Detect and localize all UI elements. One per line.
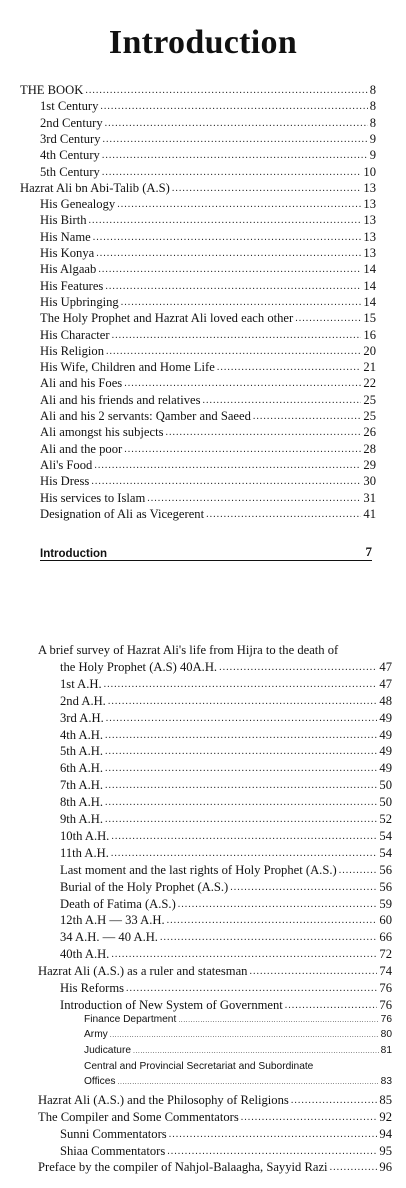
toc-entry-page-number: 9	[369, 131, 376, 146]
toc-entry[interactable]	[60, 777, 392, 793]
toc-entry-label: Finance Department	[84, 1013, 177, 1025]
toc-entry-page-number: 14	[363, 294, 376, 309]
toc-entry[interactable]	[38, 1109, 392, 1125]
dot-leader	[160, 931, 377, 945]
dot-leader	[104, 678, 378, 692]
dot-leader	[178, 1014, 378, 1028]
toc-entry-label: 34 A.H. — 40 A.H.	[60, 930, 158, 945]
toc-entry-label: Preface by the compiler of Nahjol-Balaagha, Sayyid Razi	[38, 1160, 328, 1175]
dot-leader	[106, 712, 378, 726]
dot-leader	[167, 914, 378, 928]
toc-entry-label: Hazrat Ali (A.S.) and the Philosophy of Religions	[38, 1092, 289, 1107]
toc-entry-page-number: 83	[380, 1076, 392, 1088]
toc-entry[interactable]	[40, 441, 376, 457]
toc-entry[interactable]	[60, 1143, 392, 1159]
toc-entry-label: His Religion	[40, 343, 105, 358]
toc-entry-label: Hazrat Ali (A.S.) as a ruler and statesman	[38, 964, 248, 979]
toc-entry-label: 4th A.H.	[60, 727, 104, 742]
toc-entry-page-number: 25	[363, 392, 376, 407]
toc-entry-page-number: 80	[380, 1029, 392, 1041]
toc-entry-page-number: 13	[363, 229, 376, 244]
dot-leader	[110, 1029, 379, 1043]
toc-entry-label: His Birth	[40, 213, 87, 228]
toc-entry-label: Army	[84, 1029, 108, 1041]
toc-entry-page-number: 31	[363, 490, 376, 505]
dot-leader	[98, 263, 361, 277]
toc-entry-label: 9th A.H.	[60, 812, 104, 826]
toc-entry[interactable]	[60, 811, 392, 827]
toc-entry[interactable]	[60, 693, 392, 709]
toc-entry[interactable]	[60, 912, 392, 928]
toc-entry[interactable]	[60, 659, 392, 675]
toc-entry-label: His Genealogy	[40, 197, 116, 212]
toc-entry-page-number: 50	[379, 778, 392, 793]
toc-entry-page-number: 13	[363, 180, 376, 195]
toc-entry-label: THE BOOK	[20, 83, 84, 97]
toc-entry-page-number: 76	[379, 997, 392, 1012]
dot-leader	[133, 1045, 379, 1059]
toc-entry[interactable]	[40, 457, 376, 473]
toc-entry-label: 3rd Century	[40, 131, 101, 146]
dot-leader	[105, 762, 377, 776]
toc-entry-label: His Algaab	[40, 262, 97, 277]
dot-leader	[112, 329, 362, 343]
toc-entry-label: 12th A.H — 33 A.H.	[60, 913, 165, 928]
dot-leader	[291, 1094, 378, 1108]
toc-entry[interactable]	[60, 1126, 392, 1142]
toc-entry-label: His services to Islam	[40, 490, 146, 505]
dot-leader	[178, 898, 378, 912]
toc-entry-label: His Features	[40, 278, 104, 293]
toc-entry-label: Burial of the Holy Prophet (A.S.)	[60, 879, 229, 894]
dot-leader	[108, 695, 378, 709]
toc-entry-page-number: 76	[379, 981, 392, 995]
dot-leader	[206, 508, 361, 522]
toc-entry-label: Offices	[84, 1076, 116, 1088]
toc-entry[interactable]	[40, 506, 376, 522]
dot-leader	[105, 117, 368, 131]
toc-entry-page-number: 54	[379, 828, 392, 843]
toc-entry-page-number: 92	[379, 1109, 392, 1124]
toc-entry[interactable]	[40, 490, 376, 506]
toc-entry-label: 1st Century	[40, 99, 99, 114]
dot-leader	[230, 881, 377, 895]
toc-entry[interactable]	[84, 1076, 392, 1090]
toc-entry-page-number: 21	[363, 360, 376, 375]
toc-entry[interactable]	[38, 1159, 392, 1175]
toc-entry-label: the Holy Prophet (A.S) 40A.H.	[60, 659, 218, 674]
toc-entry-page-number: 13	[363, 246, 376, 260]
toc-entry[interactable]	[60, 997, 392, 1013]
toc-entry-label: A brief survey of Hazrat Ali's life from Hijra to the death of	[38, 643, 339, 657]
toc-entry-page-number: 49	[379, 761, 392, 776]
toc-entry-label: 2nd A.H.	[60, 693, 106, 708]
toc-entry-label: His Reforms	[60, 981, 125, 995]
toc-entry-label: 10th A.H.	[60, 828, 110, 843]
toc-entry[interactable]	[40, 375, 376, 391]
toc-entry-label: 8th A.H.	[60, 795, 104, 810]
toc-entry-page-number: 76	[380, 1013, 392, 1025]
page-footer	[40, 544, 372, 561]
dot-leader	[105, 779, 377, 793]
toc-entry-page-number: 60	[379, 913, 392, 928]
dot-leader	[241, 1111, 378, 1125]
dot-leader	[102, 166, 362, 180]
dot-leader	[169, 1128, 378, 1142]
toc-entry[interactable]	[40, 359, 376, 375]
toc-entry-page-number: 8	[369, 99, 376, 114]
toc-entry-label: 5th A.H.	[60, 744, 104, 759]
footer-page-number: 7	[365, 544, 372, 559]
dot-leader	[105, 813, 377, 827]
toc-entry-label: The Compiler and Some Commentators	[38, 1109, 239, 1124]
toc-entry[interactable]	[40, 98, 376, 114]
toc-entry[interactable]	[60, 828, 392, 844]
toc-entry-label: Death of Fatima (A.S.)	[60, 896, 176, 911]
toc-entry-page-number: 49	[379, 744, 392, 759]
toc-entry-label: 2nd Century	[40, 115, 103, 130]
toc-entry[interactable]	[60, 727, 392, 743]
dot-leader	[339, 864, 378, 878]
toc-entry[interactable]	[60, 929, 392, 945]
toc-entry-page-number: 85	[379, 1092, 392, 1107]
toc-entry-page-number: 48	[379, 693, 392, 708]
dot-leader	[330, 1161, 378, 1175]
toc-entry[interactable]	[40, 115, 376, 131]
toc-entry[interactable]	[60, 980, 392, 996]
toc-entry-page-number: 49	[379, 710, 392, 725]
toc-entry-page-number: 14	[363, 262, 376, 277]
dot-leader	[111, 830, 377, 844]
toc-entry-page-number: 15	[363, 311, 376, 326]
dot-leader	[124, 377, 361, 391]
toc-entry[interactable]	[60, 743, 392, 759]
dot-leader	[111, 948, 377, 962]
toc-entry-page-number: 94	[379, 1126, 392, 1141]
toc-entry-label: Sunni Commentators	[60, 1126, 167, 1141]
toc-entry[interactable]	[60, 862, 392, 878]
toc-entry-label: Shiaa Commentators	[60, 1143, 166, 1158]
toc-entry[interactable]	[60, 760, 392, 776]
toc-entry[interactable]	[40, 473, 376, 489]
toc-entry-page-number: 8	[369, 115, 376, 130]
dot-leader	[85, 84, 367, 98]
dot-leader	[105, 796, 377, 810]
dot-leader	[105, 280, 361, 294]
toc-entry-label: His Konya	[40, 246, 95, 260]
toc-entry[interactable]	[20, 82, 376, 98]
toc-entry-label: 5th Century	[40, 164, 100, 179]
toc-entry[interactable]	[40, 424, 376, 440]
toc-entry-page-number: 50	[379, 795, 392, 810]
toc-entry-label: His Wife, Children and Home Life	[40, 360, 215, 375]
toc-entry[interactable]	[60, 946, 392, 962]
toc-entry[interactable]	[40, 261, 376, 277]
toc-entry-label: Ali and his friends and relatives	[40, 392, 201, 407]
toc-entry[interactable]	[60, 896, 392, 912]
toc-entry-page-number: 29	[363, 457, 376, 472]
toc-entry-label: Central and Provincial Secretariat and Subordinate	[84, 1060, 314, 1072]
toc-entry[interactable]	[60, 794, 392, 810]
toc-entry-page-number: 28	[363, 441, 376, 456]
toc-entry-page-number: 81	[380, 1045, 392, 1056]
toc-entry[interactable]	[40, 310, 376, 326]
toc-entry-label: Ali and his Foes	[40, 376, 123, 391]
dot-leader	[94, 459, 361, 473]
toc-entry-page-number: 59	[379, 896, 392, 911]
toc-entry[interactable]	[84, 1061, 392, 1075]
dot-leader	[203, 394, 362, 408]
toc-entry-page-number: 47	[379, 659, 392, 674]
toc-entry-page-number: 95	[379, 1143, 392, 1158]
toc-entry-page-number: 47	[379, 676, 392, 691]
toc-entry[interactable]	[20, 180, 376, 196]
toc-entry-label: 1st A.H.	[60, 676, 102, 691]
toc-entry-label: His Name	[40, 229, 91, 244]
toc-entry-label: 6th A.H.	[60, 761, 104, 776]
toc-entry-label: The Holy Prophet and Hazrat Ali loved each other	[40, 311, 294, 326]
toc-entry[interactable]	[40, 327, 376, 343]
toc-entry[interactable]	[60, 676, 392, 692]
toc-entry[interactable]	[84, 1045, 392, 1059]
toc-entry-page-number: 9	[369, 148, 376, 163]
toc-entry-page-number: 13	[363, 197, 376, 212]
toc-entry-label: Ali and the poor	[40, 441, 123, 456]
dot-leader	[217, 361, 362, 375]
dot-leader	[106, 345, 361, 359]
toc-entry-label: 7th A.H.	[60, 778, 104, 793]
toc-entry-page-number: 74	[379, 964, 392, 979]
toc-entry-label: Designation of Ali as Vicegerent	[40, 506, 205, 521]
dot-leader	[219, 661, 377, 675]
toc-entry-page-number: 13	[363, 213, 376, 228]
toc-entry-page-number: 25	[363, 409, 376, 423]
toc-entry-label: Introduction of New System of Government	[60, 997, 283, 1012]
toc-entry-page-number: 49	[379, 727, 392, 742]
toc-entry[interactable]	[40, 278, 376, 294]
dot-leader	[102, 149, 368, 163]
page-title: Introduction	[108, 24, 298, 61]
toc-entry[interactable]	[40, 392, 376, 408]
toc-entry-page-number: 56	[379, 862, 392, 877]
dot-leader	[165, 426, 361, 440]
toc-entry-label: Judicature	[84, 1045, 132, 1056]
toc-entry-label: His Character	[40, 327, 110, 342]
toc-entry-label: Ali's Food	[40, 457, 93, 472]
toc-entry[interactable]	[84, 1014, 392, 1028]
toc-entry[interactable]	[40, 212, 376, 228]
toc-entry-page-number: 16	[363, 327, 376, 342]
toc-entry-label: 4th Century	[40, 148, 100, 163]
toc-entry[interactable]	[40, 131, 376, 147]
dot-leader	[126, 982, 377, 996]
toc-entry-page-number: 72	[379, 947, 392, 962]
dot-leader	[253, 410, 362, 424]
toc-entry-page-number: 66	[379, 930, 392, 945]
dot-leader	[249, 965, 377, 979]
dot-leader	[93, 231, 362, 245]
toc-entry[interactable]	[60, 845, 392, 861]
toc-entry-page-number: 30	[363, 474, 376, 489]
toc-entry-label: 40th A.H.	[60, 947, 110, 962]
toc-entry-label: His Dress	[40, 474, 90, 489]
toc-entry[interactable]	[60, 879, 392, 895]
toc-entry-label: 11th A.H.	[60, 845, 109, 860]
toc-entry-label: His Upbringing	[40, 294, 119, 309]
toc-entry[interactable]	[38, 642, 392, 658]
dot-leader	[105, 729, 377, 743]
dot-leader	[124, 443, 361, 457]
toc-entry-label: Ali amongst his subjects	[40, 425, 164, 440]
dot-leader	[295, 312, 361, 326]
toc-entry[interactable]	[60, 710, 392, 726]
footer-label: Introduction	[40, 548, 108, 560]
toc-entry[interactable]	[40, 408, 376, 424]
toc-entry-label: 3rd A.H.	[60, 710, 104, 725]
toc-entry[interactable]	[40, 343, 376, 359]
dot-leader	[96, 247, 361, 261]
dot-leader	[118, 1076, 379, 1090]
toc-entry-page-number: 14	[363, 278, 376, 293]
dot-leader	[167, 1145, 377, 1159]
toc-entry-page-number: 22	[363, 376, 376, 391]
toc-entry[interactable]	[40, 229, 376, 245]
toc-entry-label: Hazrat Ali bn Abi-Talib (A.S)	[20, 180, 170, 195]
toc-entry-page-number: 41	[363, 506, 376, 521]
dot-leader	[117, 198, 361, 212]
toc-entry[interactable]	[38, 1092, 392, 1108]
toc-entry[interactable]	[40, 245, 376, 261]
toc-entry[interactable]	[84, 1029, 392, 1043]
dot-leader	[100, 100, 367, 114]
toc-entry-page-number: 26	[363, 425, 376, 440]
dot-leader	[121, 296, 362, 310]
dot-leader	[91, 475, 361, 489]
dot-leader	[172, 182, 362, 196]
dot-leader	[285, 999, 378, 1013]
toc-entry[interactable]	[40, 294, 376, 310]
toc-entry-label: Last moment and the last rights of Holy Prophet (A.S.)	[60, 862, 337, 877]
toc-entry[interactable]	[40, 164, 376, 180]
toc-entry[interactable]	[40, 147, 376, 163]
dot-leader	[105, 745, 377, 759]
dot-leader	[103, 133, 368, 147]
toc-entry-page-number: 10	[363, 164, 376, 179]
dot-leader	[89, 214, 362, 228]
toc-entry-page-number: 96	[379, 1160, 392, 1175]
toc-entry-page-number: 52	[379, 812, 392, 826]
toc-entry-page-number: 8	[369, 83, 376, 97]
toc-entry[interactable]	[38, 963, 392, 979]
dot-leader	[147, 492, 361, 506]
toc-entry-page-number: 56	[379, 879, 392, 894]
dot-leader	[111, 847, 378, 861]
toc-entry-label: Ali and his 2 servants: Qamber and Saeed	[40, 409, 251, 423]
toc-entry-page-number: 54	[379, 845, 392, 860]
toc-entry[interactable]	[40, 196, 376, 212]
toc-entry-page-number: 20	[363, 343, 376, 358]
